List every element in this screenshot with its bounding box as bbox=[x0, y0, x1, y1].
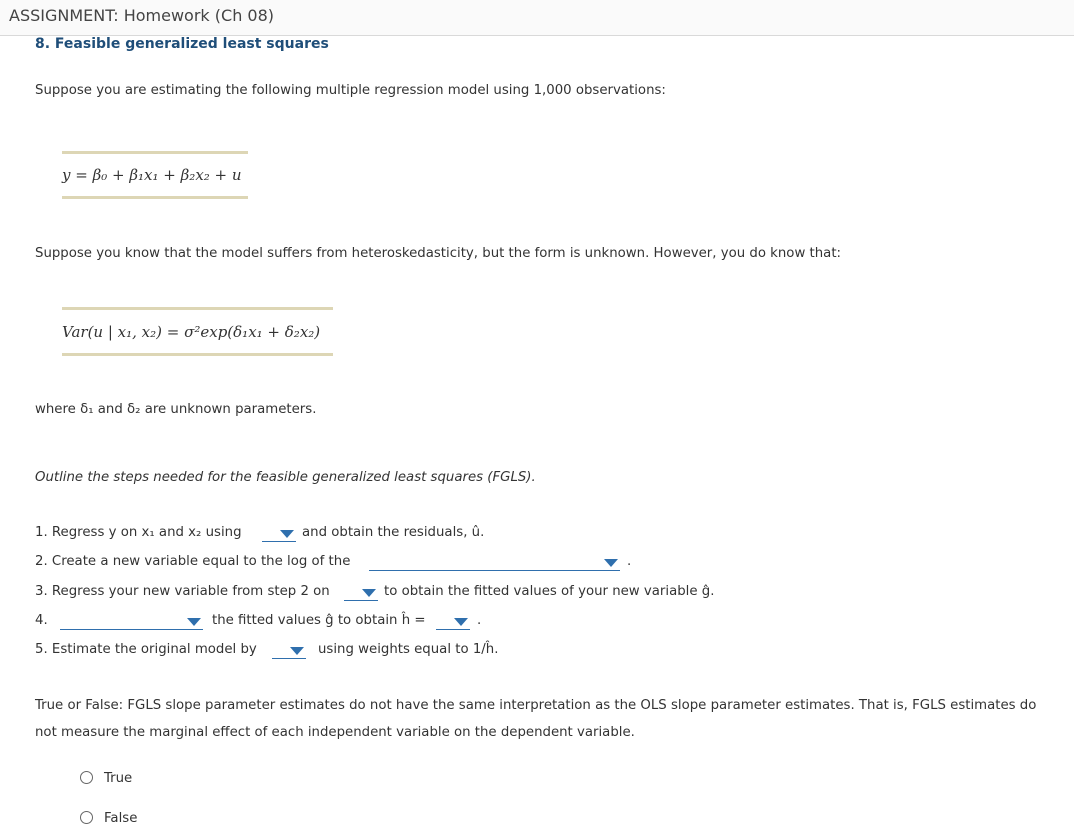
radio-false-label[interactable]: False bbox=[104, 811, 138, 826]
chevron-down-icon bbox=[290, 647, 304, 655]
step-2-dropdown[interactable] bbox=[369, 557, 620, 571]
step-2-suffix: . bbox=[627, 554, 632, 569]
model-equation-box bbox=[62, 151, 248, 199]
step-5-suffix: using weights equal to 1/ĥ. bbox=[318, 642, 499, 657]
step-1-dropdown[interactable] bbox=[262, 528, 296, 542]
top-bar bbox=[0, 0, 1074, 36]
radio-false[interactable] bbox=[80, 811, 93, 824]
variance-equation-box bbox=[62, 307, 333, 356]
step-4-number: 4. bbox=[35, 613, 48, 628]
variance-equation: Var(u | x₁, x₂) = σ²exp(δ₁x₁ + δ₂x₂) bbox=[62, 322, 321, 341]
step-4-dropdown-b[interactable] bbox=[436, 616, 470, 630]
step-3-suffix: to obtain the fitted values of your new variable ĝ. bbox=[384, 584, 715, 599]
step-1-suffix: and obtain the residuals, û. bbox=[302, 525, 485, 540]
step-4-middle: the fitted values ĝ to obtain ĥ = bbox=[212, 613, 426, 628]
step-5-text: 5. Estimate the original model by bbox=[35, 642, 257, 657]
step-4-suffix: . bbox=[477, 613, 482, 628]
chevron-down-icon bbox=[454, 618, 468, 626]
radio-true[interactable] bbox=[80, 771, 93, 784]
step-3-text: 3. Regress your new variable from step 2 on bbox=[35, 584, 330, 599]
step-1-text: 1. Regress y on x₁ and x₂ using bbox=[35, 525, 242, 540]
chevron-down-icon bbox=[187, 618, 201, 626]
radio-true-label[interactable]: True bbox=[104, 771, 133, 786]
chevron-down-icon bbox=[604, 559, 618, 567]
chevron-down-icon bbox=[362, 589, 376, 597]
true-false-line-2: not measure the marginal effect of each independent variable on the dependent variable. bbox=[35, 725, 635, 740]
step-2-text: 2. Create a new variable equal to the log of the bbox=[35, 554, 351, 569]
step-4-dropdown-a[interactable] bbox=[60, 616, 203, 630]
outline-prompt: Outline the steps needed for the feasible generalized least squares (FGLS). bbox=[35, 470, 536, 485]
step-5-dropdown[interactable] bbox=[272, 645, 306, 659]
true-false-line-1: True or False: FGLS slope parameter estimates do not have the same interpretation as the OLS slope parameter estimates. That is, FGLS estimates do bbox=[35, 698, 1037, 713]
intro-text: Suppose you are estimating the following multiple regression model using 1,000 observations: bbox=[35, 83, 666, 98]
heteroskedasticity-text: Suppose you know that the model suffers from heteroskedasticity, but the form is unknown. However, you do know that: bbox=[35, 246, 842, 261]
question-title: 8. Feasible generalized least squares bbox=[35, 36, 329, 52]
chevron-down-icon bbox=[280, 530, 294, 538]
step-3-dropdown[interactable] bbox=[344, 587, 378, 601]
assignment-title: ASSIGNMENT: Homework (Ch 08) bbox=[9, 6, 275, 25]
model-equation: y = β₀ + β₁x₁ + β₂x₂ + u bbox=[62, 166, 242, 184]
where-text: where δ₁ and δ₂ are unknown parameters. bbox=[35, 402, 317, 417]
